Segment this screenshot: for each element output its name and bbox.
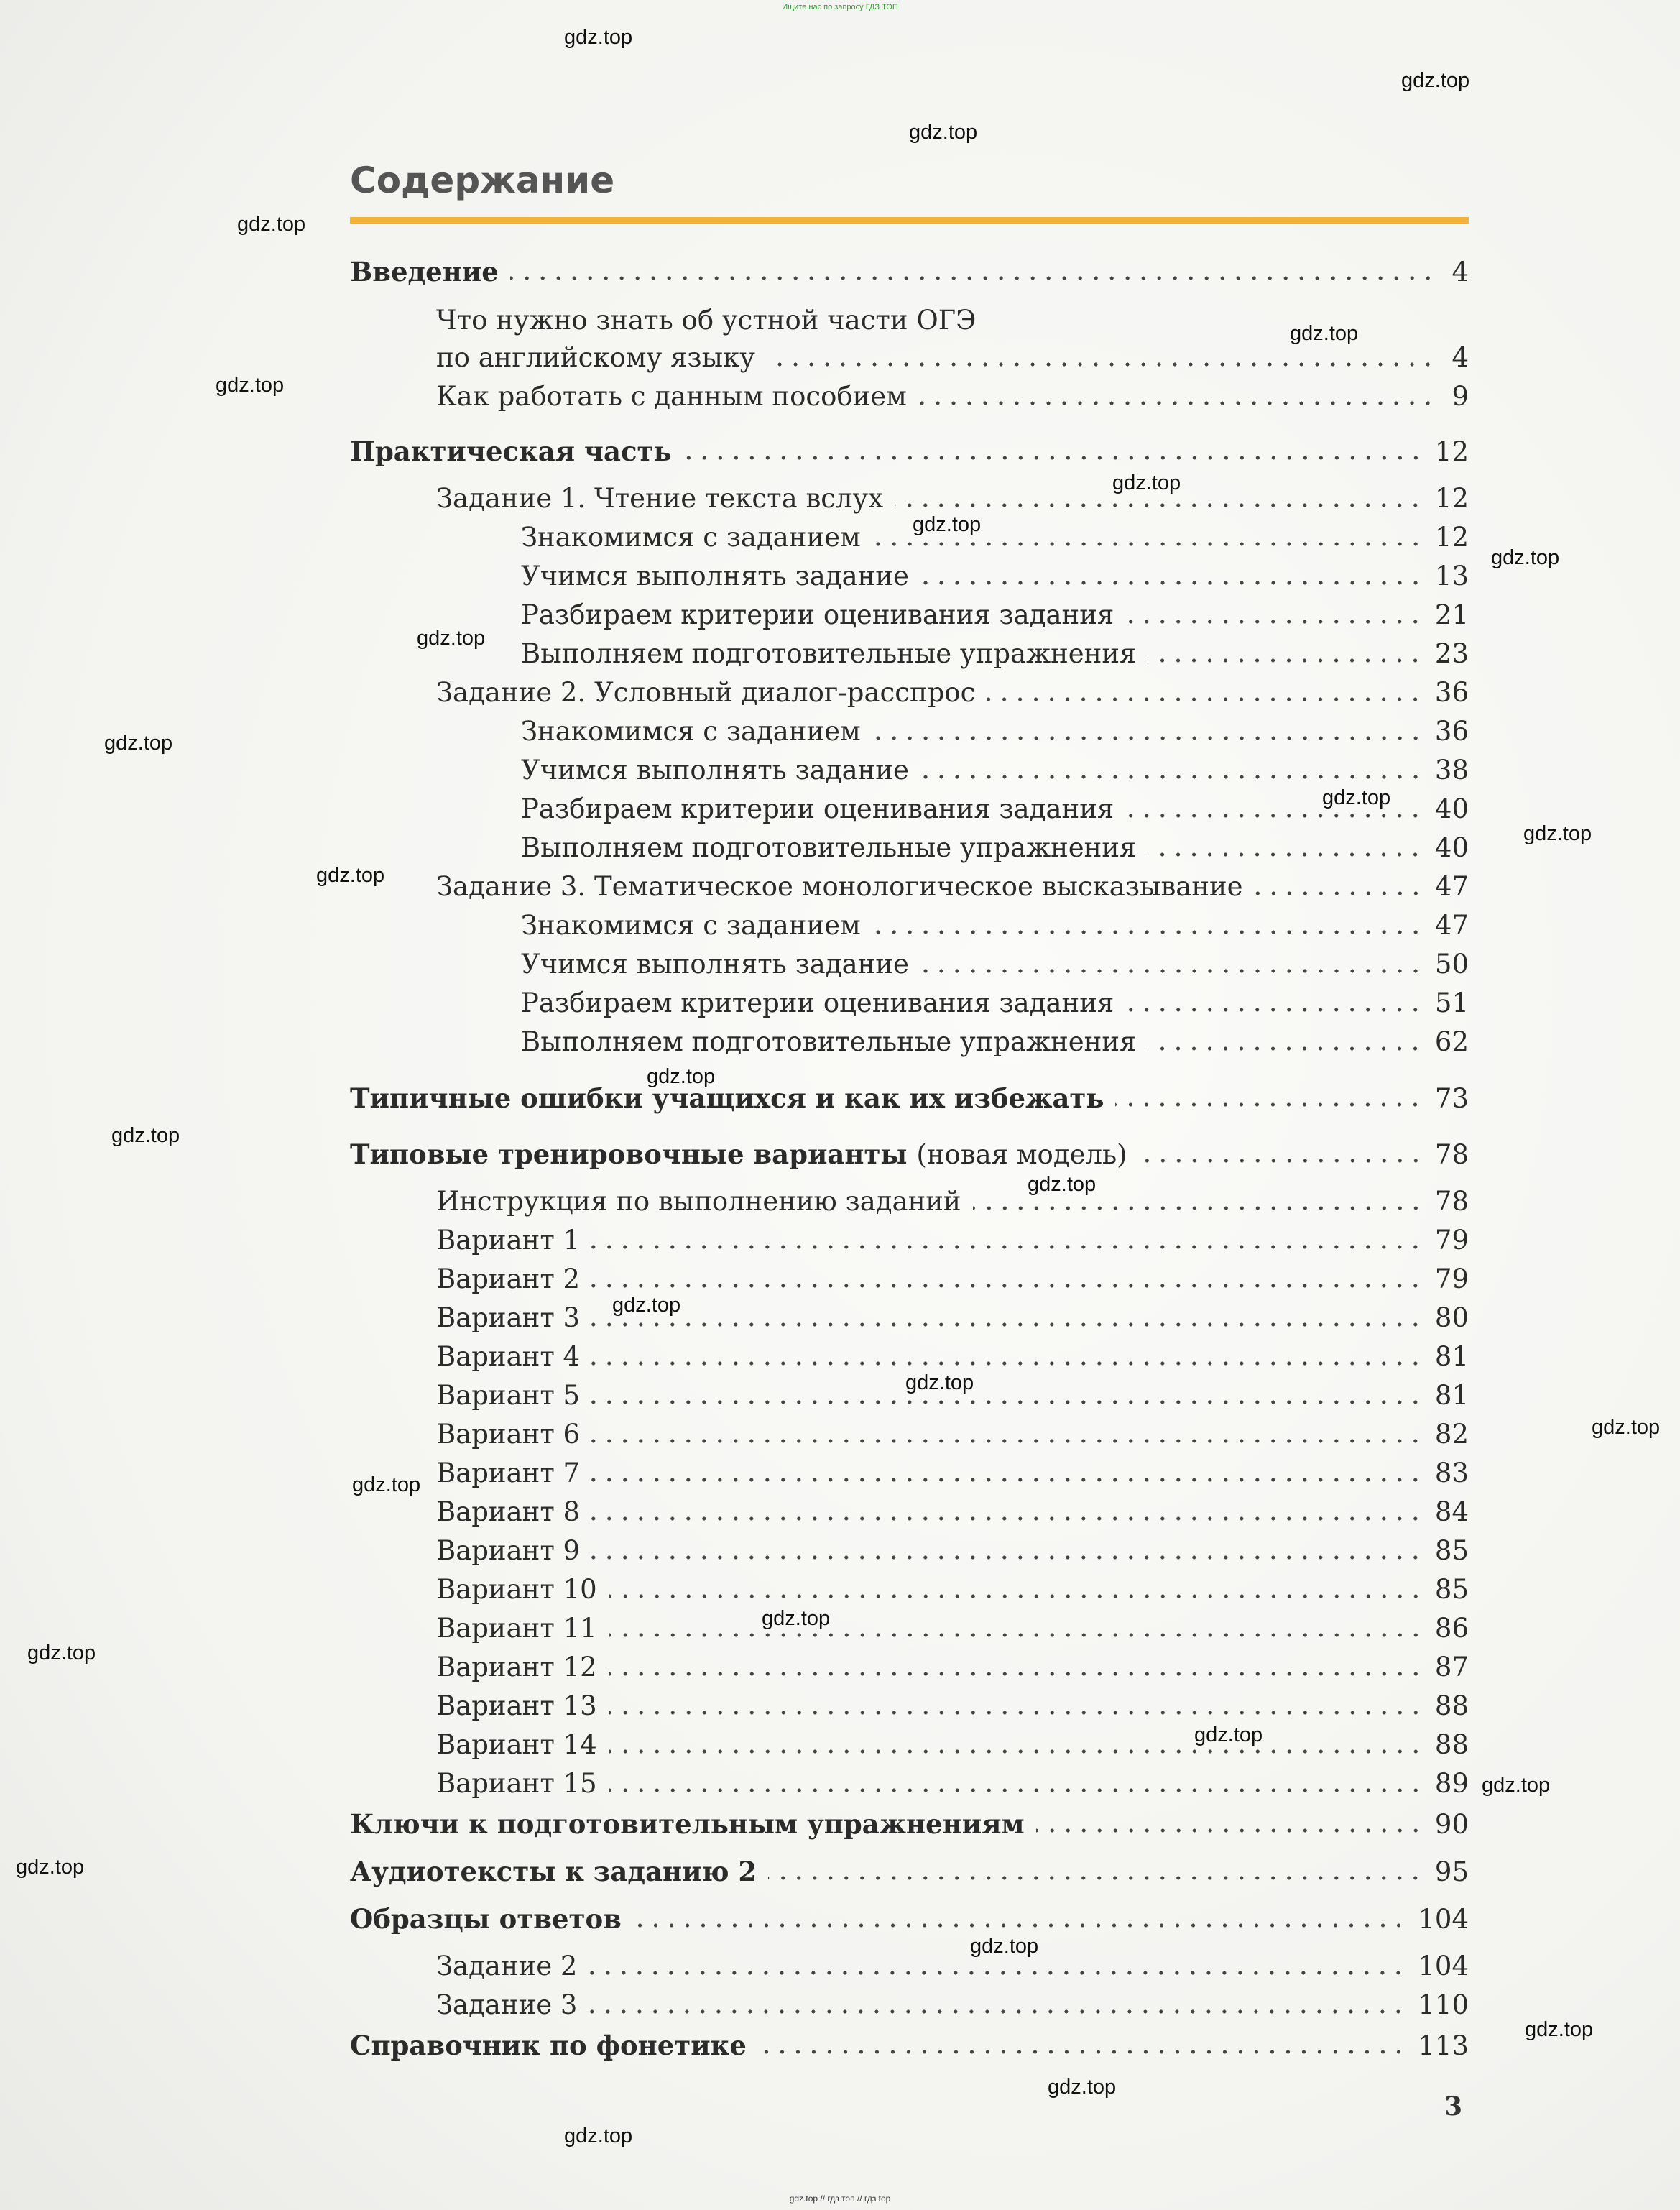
toc-entry: Вариант 15 89 (436, 1768, 1469, 1799)
watermark-text: gdz.top (913, 513, 982, 536)
toc-entry: Практическая часть 12 (350, 436, 1469, 467)
watermark-text: gdz.top (1401, 69, 1470, 92)
toc-entry: Как работать с данным пособием 9 (436, 381, 1469, 412)
toc-entry: Задание 1. Чтение текста вслух 12 (436, 483, 1469, 514)
toc-entry: Ключи к подготовительным упражнениям 90 (350, 1808, 1469, 1840)
toc-entry: Вариант 1 79 (436, 1225, 1469, 1256)
toc-entry: Разбираем критерии оценивания задания 51 (521, 987, 1469, 1018)
bottom-note: gdz.top // гдз топ // гдз top (789, 2193, 891, 2204)
watermark-text: gdz.top (970, 1935, 1039, 1958)
watermark-text: gdz.top (1525, 2018, 1594, 2041)
toc-entry: Вариант 11 86 (436, 1613, 1469, 1644)
watermark-text: gdz.top (1194, 1723, 1263, 1746)
watermark-text: gdz.top (762, 1607, 831, 1630)
toc-entry: Вариант 3 80 (436, 1302, 1469, 1333)
page-number: 3 (1444, 2091, 1463, 2122)
toc-entry: Учимся выполнять задание 38 (521, 755, 1469, 786)
watermark-text: gdz.top (16, 1856, 85, 1879)
toc-entry: Задание 2. Условный диалог-расспрос 36 (436, 677, 1469, 708)
watermark-text: gdz.top (1482, 1774, 1551, 1797)
watermark-text: gdz.top (417, 627, 486, 650)
toc-entry: Вариант 4 81 (436, 1341, 1469, 1372)
page-title: Содержание (350, 160, 615, 201)
toc-entry: Задание 2 104 (436, 1951, 1469, 1981)
watermark-text: gdz.top (104, 732, 173, 755)
toc-entry: Разбираем критерии оценивания задания 21 (521, 599, 1469, 630)
toc-entry: Вариант 8 84 (436, 1496, 1469, 1527)
toc-entry: Вариант 2 79 (436, 1263, 1469, 1294)
toc-entry: Введение 4 (350, 256, 1469, 287)
toc-entry: Вариант 13 88 (436, 1690, 1469, 1721)
watermark-text: gdz.top (909, 121, 978, 144)
toc-entry: по английскому языку 4 (436, 342, 1469, 373)
toc-entry: Типовые тренировочные варианты (новая модель) 78 (350, 1138, 1469, 1170)
watermark-text: gdz.top (1592, 1416, 1661, 1439)
watermark-text: gdz.top (1112, 471, 1181, 494)
toc-entry-line1: Что нужно знать об устной части ОГЭ (436, 305, 977, 336)
watermark-text: gdz.top (216, 374, 285, 397)
watermark-text: gdz.top (564, 26, 633, 49)
toc-entry: Типичные ошибки учащихся и как их избежать 73 (350, 1082, 1469, 1114)
watermark-text: gdz.top (1048, 2076, 1117, 2099)
toc-entry: Вариант 5 81 (436, 1380, 1469, 1411)
watermark-text: gdz.top (905, 1371, 974, 1394)
toc-entry: Вариант 10 85 (436, 1574, 1469, 1605)
toc-entry: Задание 3 110 (436, 1989, 1469, 2020)
watermark-text: gdz.top (237, 213, 306, 236)
toc-entry: Учимся выполнять задание 50 (521, 949, 1469, 980)
watermark-text: gdz.top (316, 864, 385, 887)
watermark-text: gdz.top (1523, 822, 1592, 845)
watermark-text: gdz.top (1290, 322, 1359, 345)
toc-entry: Выполняем подготовительные упражнения 23 (521, 638, 1469, 669)
toc-entry: Образцы ответов 104 (350, 1903, 1469, 1935)
toc-entry: Знакомимся с заданием 36 (521, 716, 1469, 747)
watermark-text: gdz.top (647, 1065, 716, 1088)
toc-entry: Вариант 6 82 (436, 1419, 1469, 1450)
watermark-text: gdz.top (27, 1642, 96, 1665)
watermark-text: gdz.top (612, 1294, 681, 1317)
watermark-text: gdz.top (564, 2124, 633, 2147)
toc-entry: Справочник по фонетике 113 (350, 2030, 1469, 2061)
toc-entry: Учимся выполнять задание 13 (521, 561, 1469, 591)
toc-entry: Вариант 7 83 (436, 1458, 1469, 1488)
toc-entry: Выполняем подготовительные упражнения 62 (521, 1026, 1469, 1057)
watermark-text: gdz.top (1028, 1173, 1097, 1196)
toc-entry: Вариант 12 87 (436, 1652, 1469, 1682)
toc-entry: Знакомимся с заданием 12 (521, 522, 1469, 553)
watermark-text: gdz.top (352, 1473, 421, 1496)
toc-entry: Задание 3. Тематическое монологическое высказывание 47 (436, 871, 1469, 902)
toc-entry: Инструкция по выполнению заданий 78 (436, 1186, 1469, 1217)
top-note: Ищите нас по запросу ГДЗ ТОП (782, 3, 898, 11)
toc-entry: Вариант 9 85 (436, 1535, 1469, 1566)
watermark-text: gdz.top (1322, 786, 1391, 809)
title-underline (350, 217, 1469, 224)
toc-entry: Аудиотексты к заданию 2 95 (350, 1856, 1469, 1887)
toc-entry: Знакомимся с заданием 47 (521, 910, 1469, 941)
watermark-text: gdz.top (111, 1124, 180, 1147)
toc-entry: Разбираем критерии оценивания задания 40 (521, 793, 1469, 824)
toc-entry: Выполняем подготовительные упражнения 40 (521, 832, 1469, 863)
watermark-text: gdz.top (1491, 546, 1560, 569)
toc-entry: Вариант 14 88 (436, 1729, 1469, 1760)
